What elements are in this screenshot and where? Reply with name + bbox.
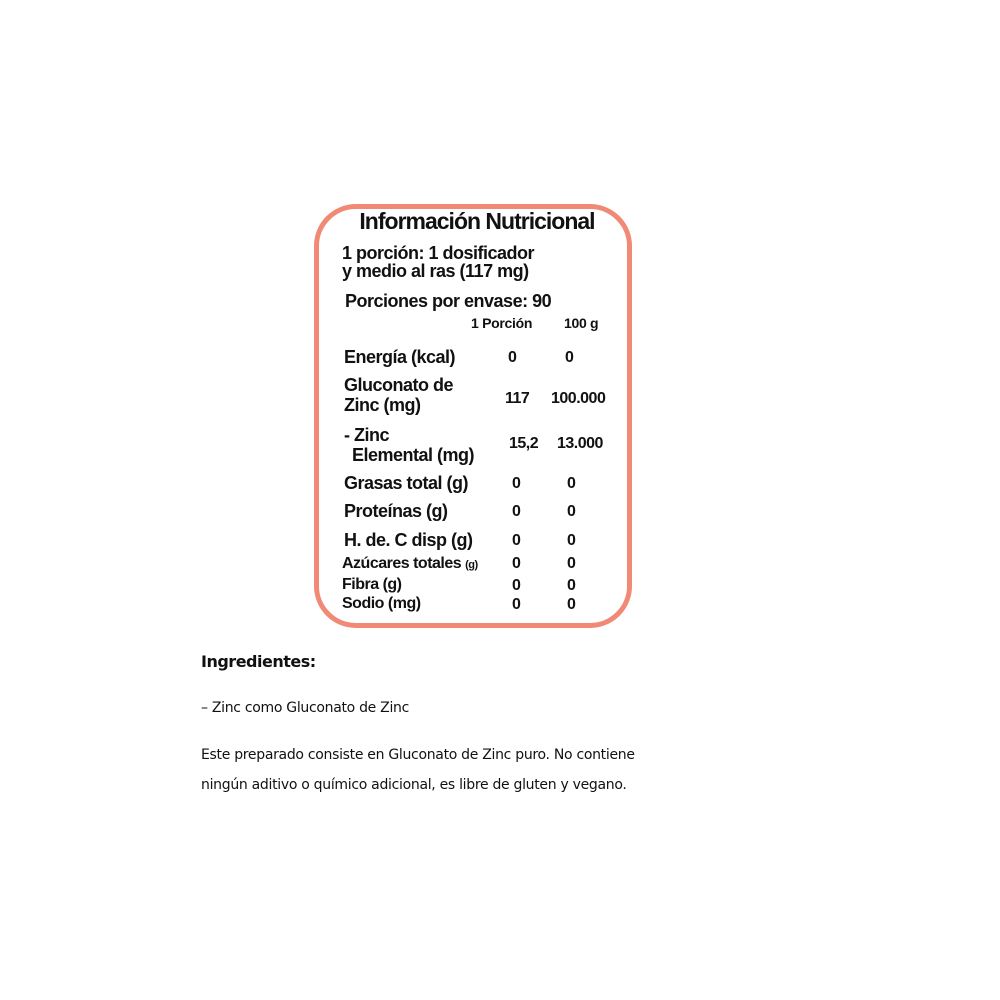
row-fiber-100g: 0	[567, 577, 576, 594]
row-sugar-unit: (g)	[465, 559, 478, 571]
serving-size-line1: 1 porción: 1 dosificador	[342, 243, 535, 263]
ingredients-heading: Ingredientes:	[201, 652, 316, 671]
row-sodium-portion: 0	[512, 596, 521, 613]
row-protein-name: Proteínas (g)	[344, 501, 448, 521]
row-sugar-100g: 0	[567, 555, 576, 572]
servings-per-container: Porciones por envase: 90	[345, 291, 552, 311]
row-zinc-elemental-100g: 13.000	[557, 435, 603, 452]
row-energy-portion: 0	[508, 349, 517, 366]
row-gluconate-portion: 117	[505, 390, 530, 407]
ingredients-description-line1: Este preparado consiste en Gluconato de Zinc puro. No contiene	[201, 747, 635, 763]
row-fiber-name: Fibra (g)	[342, 576, 402, 593]
column-header-portion: 1 Porción	[471, 315, 533, 331]
serving-size-line2: y medio al ras (117 mg)	[342, 261, 529, 281]
row-fat-name: Grasas total (g)	[344, 473, 469, 493]
row-gluconate-name-line2: Zinc (mg)	[344, 395, 421, 415]
row-zinc-elemental-name-line2: Elemental (mg)	[352, 445, 475, 465]
ingredients-description-line2: ningún aditivo o químico adicional, es libre de gluten y vegano.	[201, 777, 627, 793]
row-carbs-name: H. de. C disp (g)	[344, 530, 473, 550]
row-fat-100g: 0	[567, 475, 576, 492]
row-sugar-label: Azúcares totales	[342, 555, 462, 572]
row-fat-portion: 0	[512, 475, 521, 492]
ingredients-description	[201, 740, 761, 800]
nutrition-label-title: Información Nutricional	[359, 208, 595, 234]
row-gluconate-name-line1: Gluconato de	[344, 375, 454, 395]
row-carbs-100g: 0	[567, 532, 576, 549]
row-sugar-portion: 0	[512, 555, 521, 572]
row-sodium-name: Sodio (mg)	[342, 595, 421, 612]
row-sodium-100g: 0	[567, 596, 576, 613]
row-fiber-portion: 0	[512, 577, 521, 594]
row-protein-100g: 0	[567, 503, 576, 520]
row-zinc-elemental-portion: 15,2	[509, 435, 539, 452]
row-energy-100g: 0	[565, 349, 574, 366]
ingredients-item: – Zinc como Gluconato de Zinc	[201, 700, 409, 716]
column-header-100g: 100 g	[564, 315, 599, 331]
row-gluconate-100g: 100.000	[551, 390, 606, 407]
row-carbs-portion: 0	[512, 532, 521, 549]
row-energy-name: Energía (kcal)	[344, 347, 456, 367]
row-sugar-name	[342, 556, 478, 573]
row-protein-portion: 0	[512, 503, 521, 520]
row-zinc-elemental-name-line1: - Zinc	[344, 425, 389, 445]
